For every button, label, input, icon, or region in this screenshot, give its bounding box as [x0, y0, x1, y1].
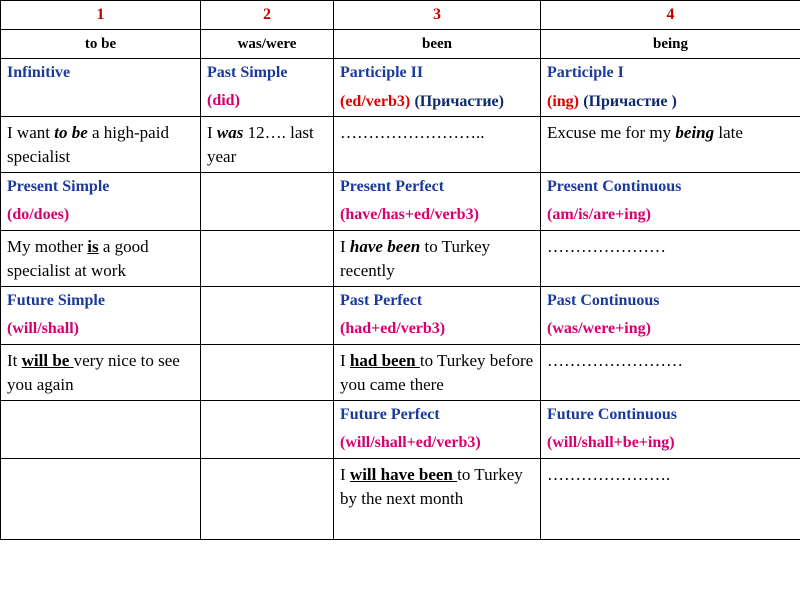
empty-cell	[201, 173, 334, 231]
example-past-perfect: I had been to Turkey before you came there	[334, 345, 541, 401]
future-perfect-formula: (will/shall+ed/verb3)	[340, 434, 481, 451]
example-participle2: ……………………..	[334, 117, 541, 173]
participle2-header-cell	[334, 59, 541, 117]
future-continuous-formula: (will/shall+be+ing)	[547, 434, 675, 451]
past-simple-header: Past Simple	[207, 64, 288, 81]
future-perfect-cell	[334, 401, 541, 459]
past-continuous-formula: (was/were+ing)	[547, 320, 651, 337]
example-present-simple: My mother is a good specialist at work	[1, 231, 201, 287]
future-simple-cell	[1, 287, 201, 345]
participle2-header: Participle II	[340, 64, 424, 81]
present-perfect-label: Present Perfect	[340, 178, 445, 195]
example-past-continuous: ……………………	[541, 345, 800, 401]
empty-cell	[1, 401, 201, 459]
example-emphasis: was	[216, 123, 244, 142]
examples-row-forms	[1, 117, 800, 173]
form-was-were: was/were	[201, 30, 334, 59]
past-tenses-row	[1, 287, 800, 345]
future-continuous-cell	[541, 401, 800, 459]
example-emphasis: being	[675, 123, 715, 142]
empty-cell	[201, 345, 334, 401]
future-examples-row	[1, 459, 800, 540]
participle1-header: Participle I	[547, 64, 624, 81]
future-perfect-label: Future Perfect	[340, 406, 440, 423]
example-emphasis: will be	[21, 351, 74, 370]
future-tenses-row	[1, 401, 800, 459]
present-simple-label: Present Simple	[7, 178, 110, 195]
empty-cell	[1, 459, 201, 540]
form-to-be: to be	[1, 30, 201, 59]
example-past-simple: I was 12…. last year	[201, 117, 334, 173]
example-present-perfect: I have been to Turkey recently	[334, 231, 541, 287]
example-emphasis: have been	[349, 237, 421, 256]
present-simple-formula: (do/does)	[7, 206, 70, 223]
participle1-ru: (Причастие )	[583, 93, 677, 110]
future-simple-label: Future Simple	[7, 292, 105, 309]
column-number-row	[1, 1, 800, 30]
example-present-continuous: …………………	[541, 231, 800, 287]
verb-forms-row	[1, 30, 800, 59]
present-tenses-row	[1, 173, 800, 231]
past-continuous-cell	[541, 287, 800, 345]
future-simple-formula: (will/shall)	[7, 320, 80, 337]
empty-cell	[201, 459, 334, 540]
present-continuous-cell	[541, 173, 800, 231]
example-participle1: Excuse me for my being late	[541, 117, 800, 173]
past-perfect-formula: (had+ed/verb3)	[340, 320, 446, 337]
present-perfect-formula: (have/has+ed/verb3)	[340, 206, 479, 223]
example-emphasis: had been	[349, 351, 420, 370]
column-number-3: 3	[334, 1, 541, 30]
present-simple-cell	[1, 173, 201, 231]
example-infinitive: I want to be a high-paid specialist	[1, 117, 201, 173]
example-emphasis: to be	[54, 123, 88, 142]
empty-cell	[201, 231, 334, 287]
present-examples-row	[1, 231, 800, 287]
present-continuous-formula: (am/is/are+ing)	[547, 206, 651, 223]
infinitive-header-cell	[1, 59, 201, 117]
present-continuous-label: Present Continuous	[547, 178, 682, 195]
example-future-perfect: I will have been to Turkey by the next month	[334, 459, 541, 540]
example-future-simple: It will be very nice to see you again	[1, 345, 201, 401]
participle1-header-cell	[541, 59, 800, 117]
past-simple-header-cell	[201, 59, 334, 117]
future-continuous-label: Future Continuous	[547, 406, 677, 423]
form-being: being	[541, 30, 800, 59]
example-future-continuous: ………………….	[541, 459, 800, 540]
past-continuous-label: Past Continuous	[547, 292, 660, 309]
column-number-1: 1	[1, 1, 201, 30]
empty-cell	[201, 401, 334, 459]
column-number-4: 4	[541, 1, 800, 30]
column-number-2: 2	[201, 1, 334, 30]
participle2-ru: (Причастие)	[414, 93, 504, 110]
participle2-formula: (ed/verb3)	[340, 93, 411, 110]
past-simple-formula: (did)	[207, 92, 240, 109]
infinitive-header: Infinitive	[7, 64, 71, 81]
past-perfect-cell	[334, 287, 541, 345]
past-perfect-label: Past Perfect	[340, 292, 423, 309]
form-been: been	[334, 30, 541, 59]
past-examples-row	[1, 345, 800, 401]
example-emphasis: is	[87, 237, 99, 256]
participle1-formula: (ing)	[547, 93, 579, 110]
example-emphasis: will have been	[349, 465, 458, 484]
empty-cell	[201, 287, 334, 345]
form-names-row	[1, 59, 800, 117]
present-perfect-cell	[334, 173, 541, 231]
